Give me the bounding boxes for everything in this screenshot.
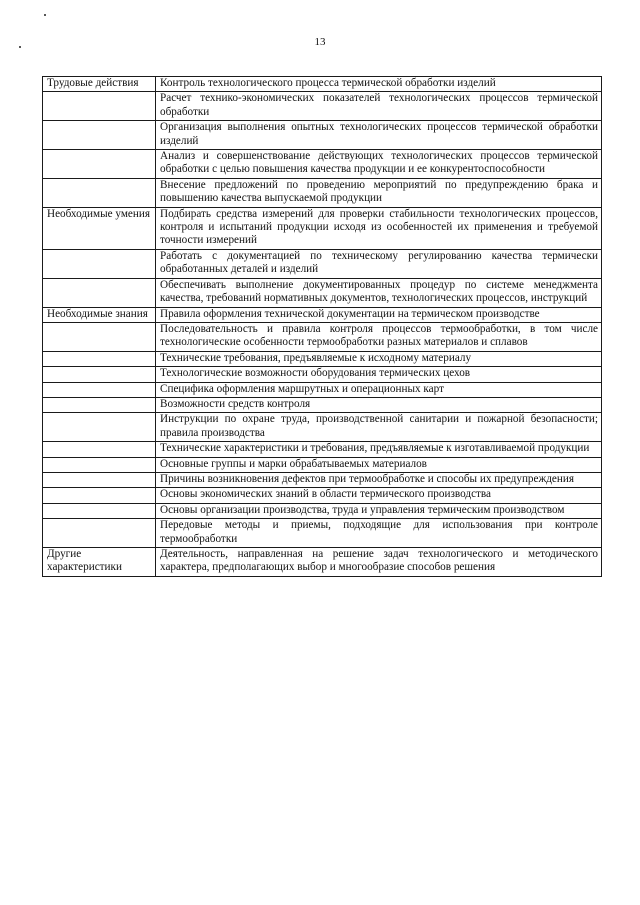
category-cell: [43, 121, 156, 150]
table-row: [43, 382, 602, 397]
category-cell: [43, 488, 156, 503]
category-cell: [43, 322, 156, 351]
requirement-text: Подбирать средства измерений для проверки стабильности технологических процессов, контроля и испытаний продукции исходя из особенностей их применения и требуемой точности измерений: [156, 207, 602, 249]
category-cell: [43, 351, 156, 366]
requirement-text: Обеспечивать выполнение документированных процедур по системе менеджмента качества, требований нормативных документов, технологических процессов, инструкций: [156, 278, 602, 307]
requirement-text: Внесение предложений по проведению мероприятий по предупреждению брака и повышению качества выпускаемой продукции: [156, 178, 602, 207]
category-cell: [43, 503, 156, 518]
table-row: [43, 503, 602, 518]
requirement-text: Организация выполнения опытных технологических процессов термической обработки изделий: [156, 121, 602, 150]
table-row: [43, 472, 602, 487]
table-row: [43, 307, 602, 322]
table-row: [43, 207, 602, 249]
category-label: Необходимые умения: [47, 207, 150, 220]
requirement-text: Основы экономических знаний в области термического производства: [156, 488, 602, 503]
requirement-text: Деятельность, направленная на решение задач технологического и методического характера, предполагающих выбор и многообразие способов решения: [156, 548, 602, 577]
table-row: [43, 351, 602, 366]
table-row: [43, 367, 602, 382]
category-cell: [43, 278, 156, 307]
page-number: 13: [314, 36, 326, 48]
requirement-text: Расчет технико-экономических показателей технологических процессов термической обработки: [156, 92, 602, 121]
competency-table: [42, 76, 602, 577]
category-label: Трудовые действия: [47, 77, 139, 89]
category-cell: [43, 92, 156, 121]
requirement-text: Контроль технологического процесса термической обработки изделий: [156, 77, 602, 92]
category-label: Другие характеристики: [47, 548, 122, 574]
requirement-text: Технические требования, предъявляемые к исходному материалу: [156, 351, 602, 366]
table-row: [43, 397, 602, 412]
category-cell: [43, 382, 156, 397]
category-cell: [43, 519, 156, 548]
table-row: [43, 178, 602, 207]
requirement-text: Причины возникновения дефектов при термообработке и способы их предупреждения: [156, 472, 602, 487]
table-row: [43, 548, 602, 577]
table-row: [43, 249, 602, 278]
category-cell: [43, 150, 156, 179]
requirement-text: Передовые методы и приемы, подходящие для использования при контроле термообработки: [156, 519, 602, 548]
requirement-text: Инструкции по охране труда, производственной санитарии и пожарной безопасности; правила производства: [156, 413, 602, 442]
requirement-text: Специфика оформления маршрутных и операционных карт: [156, 382, 602, 397]
category-cell: [43, 457, 156, 472]
requirement-text: Работать с документацией по техническому регулированию качества термически обработанных деталей и изделий: [156, 249, 602, 278]
table-row: [43, 519, 602, 548]
requirement-text: Последовательность и правила контроля процессов термообработки, в том числе технологические особенности термообработки разных материалов и сплавов: [156, 322, 602, 351]
table-row: [43, 457, 602, 472]
scan-speck: [44, 14, 46, 16]
category-cell: [43, 442, 156, 457]
requirement-text: Анализ и совершенствование действующих технологических процессов термической обработки с целью повышения качества продукции и ее конкурентоспособности: [156, 150, 602, 179]
table-row: [43, 77, 602, 92]
category-cell: [43, 397, 156, 412]
table-row: [43, 92, 602, 121]
category-cell: [43, 77, 156, 92]
table-row: [43, 150, 602, 179]
table-row: [43, 322, 602, 351]
table-row: [43, 442, 602, 457]
category-cell: [43, 307, 156, 322]
category-cell: [43, 178, 156, 207]
category-cell: [43, 367, 156, 382]
category-cell: [43, 548, 156, 577]
category-cell: [43, 207, 156, 249]
table-row: [43, 278, 602, 307]
requirement-text: Технологические возможности оборудования термических цехов: [156, 367, 602, 382]
category-cell: [43, 249, 156, 278]
requirement-text: Основные группы и марки обрабатываемых материалов: [156, 457, 602, 472]
requirement-text: Правила оформления технической документации на термическом производстве: [156, 307, 602, 322]
category-label: Необходимые знания: [47, 307, 148, 320]
table-row: [43, 413, 602, 442]
requirement-text: Основы организации производства, труда и управления термическим производством: [156, 503, 602, 518]
table-row: [43, 121, 602, 150]
category-cell: [43, 472, 156, 487]
requirement-text: Технические характеристики и требования, предъявляемые к изготавливаемой продукции: [156, 442, 602, 457]
requirement-text: Возможности средств контроля: [156, 397, 602, 412]
category-cell: [43, 413, 156, 442]
table-row: [43, 488, 602, 503]
